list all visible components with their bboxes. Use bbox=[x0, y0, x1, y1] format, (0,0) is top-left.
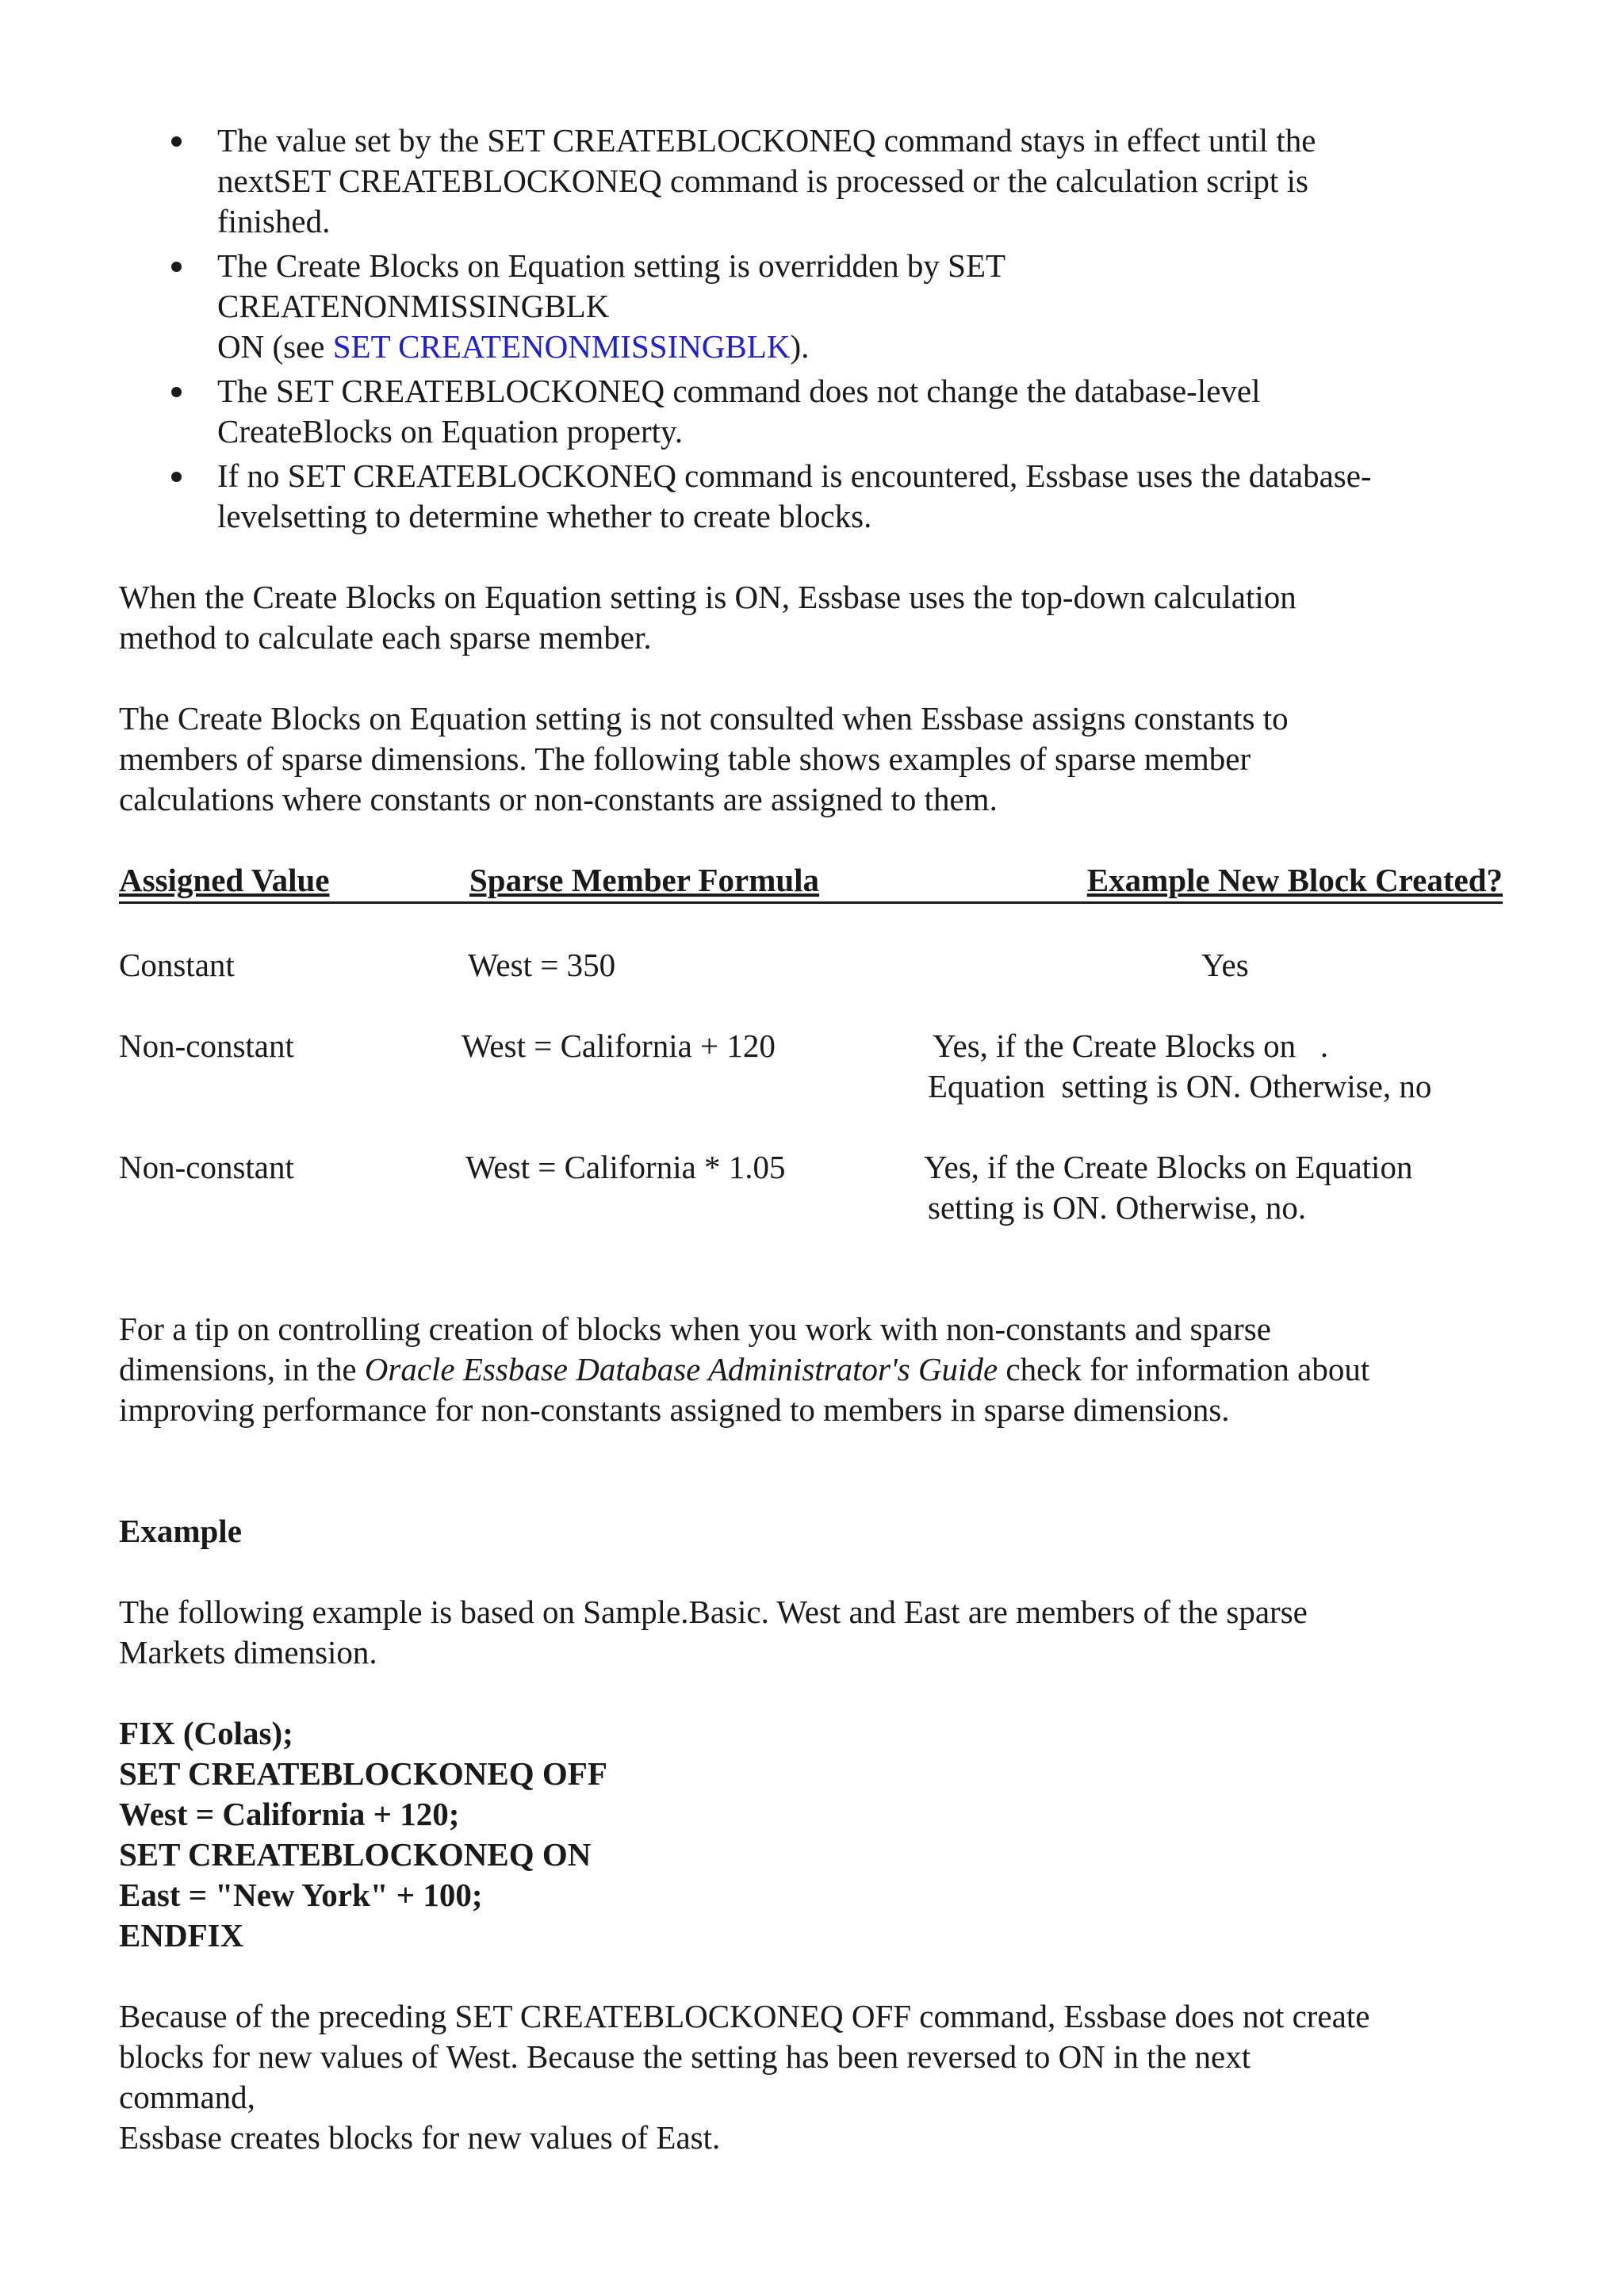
topdown-paragraph bbox=[119, 577, 1507, 658]
list-item bbox=[119, 371, 1507, 452]
code-line: SET CREATEBLOCKONEQ ON bbox=[119, 1836, 592, 1873]
header-assigned-value: Assigned Value bbox=[119, 862, 330, 898]
code-line: East = "New York" + 100; bbox=[119, 1877, 483, 1913]
text-line: nextSET CREATEBLOCKONEQ command is processed or the calculation script is bbox=[217, 163, 1308, 199]
text-line: CreateBlocks on Equation property. bbox=[217, 413, 684, 450]
formula-cell: West = California * 1.05 bbox=[465, 1149, 786, 1185]
bullet-icon bbox=[171, 262, 182, 272]
examples-table bbox=[119, 860, 1503, 1228]
table-row bbox=[119, 945, 1503, 985]
text-line: Because of the preceding SET CREATEBLOCKONEQ OFF command, Essbase does not create bbox=[119, 1998, 1370, 2034]
table-row bbox=[119, 1026, 1503, 1107]
text-line: improving performance for non-constants assigned to members in sparse dimensions. bbox=[119, 1391, 1230, 1428]
text-line: Yes, if the Create Blocks on . bbox=[933, 1027, 1329, 1064]
formula-cell: West = 350 bbox=[468, 947, 616, 983]
text-line: Yes, if the Create Blocks on Equation bbox=[924, 1149, 1413, 1185]
explanation-paragraph bbox=[119, 1996, 1507, 2158]
header-new-block-created: Example New Block Created? bbox=[1086, 862, 1503, 898]
bullet-icon bbox=[171, 136, 182, 147]
text-fragment: check for information about bbox=[998, 1351, 1370, 1387]
formula-cell: West = California + 120 bbox=[462, 1027, 776, 1064]
example-intro bbox=[119, 1592, 1507, 1673]
text-line: levelsetting to determine whether to create blocks. bbox=[217, 498, 872, 534]
text-line: For a tip on controlling creation of blocks when you work with non-constants and sparse bbox=[119, 1311, 1271, 1347]
text-fragment: ). bbox=[790, 328, 810, 365]
table-header bbox=[119, 860, 1503, 904]
header-sparse-formula: Sparse Member Formula bbox=[469, 862, 820, 898]
text-line: Equation setting is ON. Otherwise, no bbox=[928, 1068, 1432, 1104]
code-line: ENDFIX bbox=[119, 1917, 244, 1954]
text-line: setting is ON. Otherwise, no. bbox=[928, 1189, 1307, 1226]
tip-paragraph bbox=[119, 1309, 1507, 1430]
text-line: Markets dimension. bbox=[119, 1634, 377, 1670]
code-line: FIX (Colas); bbox=[119, 1715, 293, 1751]
text-line: The value set by the SET CREATEBLOCKONEQ command stays in effect until the bbox=[217, 122, 1316, 159]
table-row bbox=[119, 1147, 1503, 1228]
text-line: blocks for new values of West. Because the setting has been reversed to ON in the next bbox=[119, 2038, 1251, 2075]
text-fragment: dimensions, in the bbox=[119, 1351, 365, 1387]
document-page bbox=[119, 121, 1507, 2158]
text-line: method to calculate each sparse member. bbox=[119, 619, 652, 656]
text-line: If no SET CREATEBLOCKONEQ command is encountered, Essbase uses the database- bbox=[217, 457, 1372, 494]
constants-paragraph bbox=[119, 698, 1507, 820]
text-line: calculations where constants or non-constants are assigned to them. bbox=[119, 781, 998, 817]
notes-list bbox=[119, 121, 1507, 537]
created-cell: Yes bbox=[1201, 947, 1249, 983]
text-line: command, bbox=[119, 2079, 255, 2115]
list-item bbox=[119, 246, 1507, 367]
bullet-icon bbox=[171, 387, 182, 397]
text-line bbox=[217, 327, 1507, 367]
assigned-cell: Non-constant bbox=[119, 1027, 294, 1064]
text-line: The SET CREATEBLOCKONEQ command does not change the database-level bbox=[217, 373, 1261, 409]
list-item bbox=[119, 456, 1507, 537]
text-line: The Create Blocks on Equation setting is not consulted when Essbase assigns constants to bbox=[119, 700, 1289, 737]
calc-script-code bbox=[119, 1713, 1507, 1956]
createnonmissingblk-link[interactable]: SET CREATENONMISSINGBLK bbox=[332, 328, 791, 365]
text-line bbox=[119, 1349, 1507, 1390]
text-line: CREATENONMISSINGBLK bbox=[217, 288, 610, 324]
assigned-cell: Constant bbox=[119, 947, 235, 983]
code-line: West = California + 120; bbox=[119, 1796, 460, 1832]
text-line: The Create Blocks on Equation setting is overridden by SET bbox=[217, 247, 1006, 284]
text-line: finished. bbox=[217, 203, 331, 239]
guide-title: Oracle Essbase Database Administrator's Guide bbox=[364, 1351, 998, 1387]
code-line: SET CREATEBLOCKONEQ OFF bbox=[119, 1755, 607, 1792]
text-line: When the Create Blocks on Equation setting is ON, Essbase uses the top-down calculation bbox=[119, 579, 1297, 615]
example-heading: Example bbox=[119, 1513, 242, 1549]
text-line: The following example is based on Sample.Basic. West and East are members of the sparse bbox=[119, 1594, 1308, 1630]
text-line: members of sparse dimensions. The following table shows examples of sparse member bbox=[119, 740, 1251, 777]
assigned-cell: Non-constant bbox=[119, 1149, 294, 1185]
bullet-icon bbox=[171, 472, 182, 482]
created-cell bbox=[924, 1147, 1412, 1228]
text-fragment: ON (see bbox=[217, 328, 333, 365]
text-line: Essbase creates blocks for new values of East. bbox=[119, 2119, 721, 2156]
list-item bbox=[119, 121, 1507, 242]
created-cell bbox=[928, 1026, 1432, 1107]
